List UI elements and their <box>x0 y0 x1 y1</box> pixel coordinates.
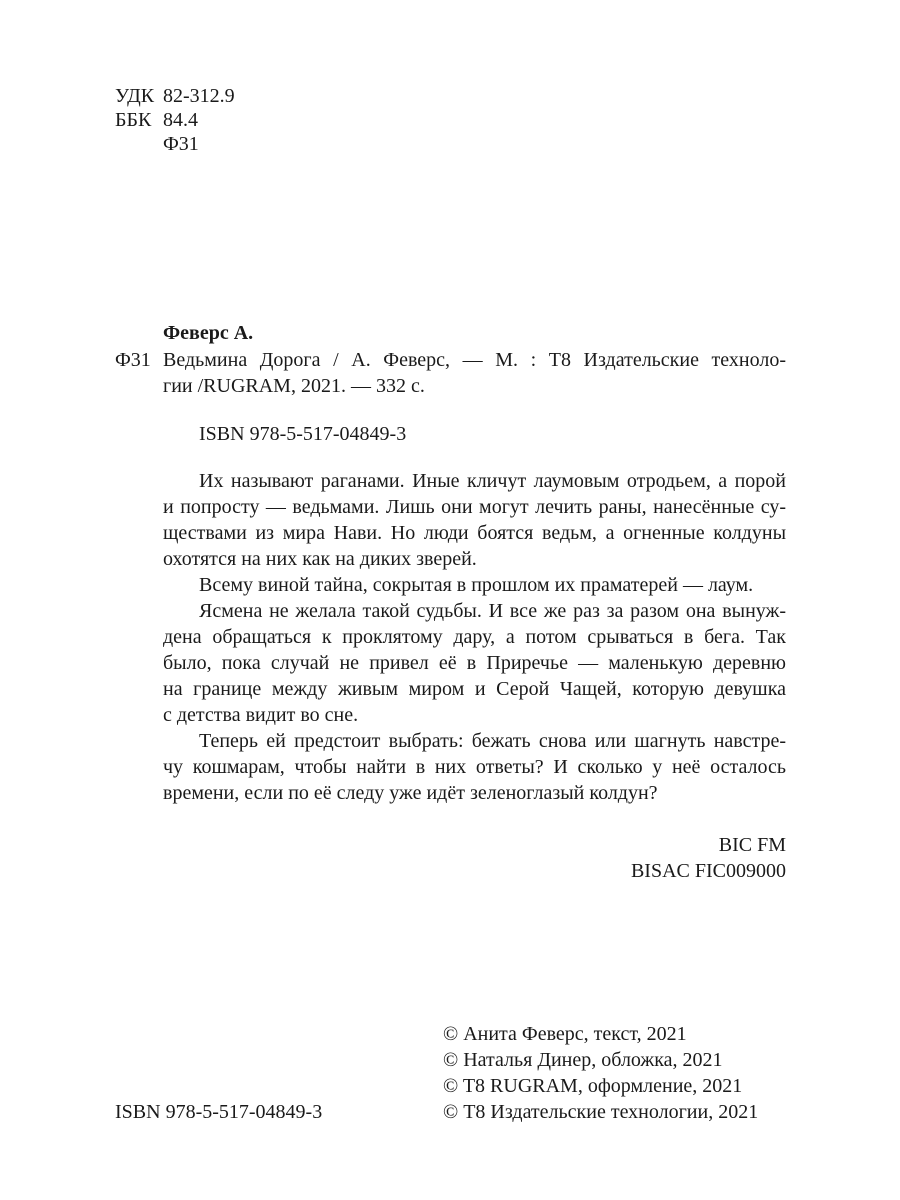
text-line: с детства видит во сне. <box>163 704 359 726</box>
copyright-notices <box>443 1021 758 1125</box>
record-isbn: ISBN 978-5-517-04849-3 <box>199 423 407 445</box>
bic-code: BIC FM <box>718 834 786 856</box>
text-line: чу кошмарам, чтобы найти в них ответы? И сколько у неё осталось <box>163 756 786 778</box>
bbk-label: ББК <box>115 109 152 131</box>
footer-isbn: ISBN 978-5-517-04849-3 <box>115 1101 323 1123</box>
bbk-value: 84.4 <box>163 109 198 131</box>
copyright-line: © Т8 Издательские технологии, 2021 <box>443 1101 759 1123</box>
annotation-paragraph <box>163 572 786 598</box>
udk-value: 82-312.9 <box>163 85 235 107</box>
text-line: Ясмена не желала такой судьбы. И все же раз за разом она вынуж- <box>199 600 786 622</box>
bib-line: гии /RUGRAM, 2021. — 332 с. <box>163 375 425 397</box>
annotation <box>163 468 786 806</box>
udk-label: УДК <box>115 85 155 107</box>
annotation-paragraph <box>163 468 786 572</box>
text-line: было, пока случай не привел её в Приречье — маленькую деревню <box>163 652 786 674</box>
author-heading: Феверс А. <box>163 322 254 344</box>
text-line: Всему виной тайна, сокрытая в прошлом их праматерей — лаум. <box>199 574 754 596</box>
text-line: времени, если по её следу уже идёт зеленоглазый колдун? <box>163 782 658 804</box>
text-line: ществами из мира Нави. Но люди боятся ведьм, а огненные колдуны <box>163 522 786 544</box>
copyright-line: © Наталья Динер, обложка, 2021 <box>443 1049 723 1071</box>
annotation-paragraph <box>163 728 786 806</box>
bibliographic-description <box>163 347 786 399</box>
text-line: Теперь ей предстоит выбрать: бежать снова или шагнуть навстре- <box>199 730 786 752</box>
text-line: охотятся на них как на диких зверей. <box>163 548 477 570</box>
annotation-paragraph <box>163 598 786 728</box>
copyright-line: © Анита Феверс, текст, 2021 <box>443 1023 687 1045</box>
text-line: и попросту — ведьмами. Лишь они могут лечить раны, нанесённые су- <box>163 496 786 518</box>
copyright-line: © T8 RUGRAM, оформление, 2021 <box>443 1075 743 1097</box>
text-line: дена обращаться к проклятому дару, а потом срываться в бега. Так <box>163 626 786 648</box>
side-author-mark: Ф31 <box>115 349 151 371</box>
bisac-code: BISAC FIC009000 <box>630 860 786 882</box>
subject-codes <box>631 832 786 884</box>
text-line: Их называют раганами. Иные кличут лаумовым отродьем, а порой <box>199 470 786 492</box>
text-line: на границе между живым миром и Серой Чащей, которую девушка <box>163 678 786 700</box>
bib-line: Ведьмина Дорога / А. Феверс, — М. : Т8 Издательские техноло- <box>163 349 786 371</box>
author-mark: Ф31 <box>163 133 199 155</box>
